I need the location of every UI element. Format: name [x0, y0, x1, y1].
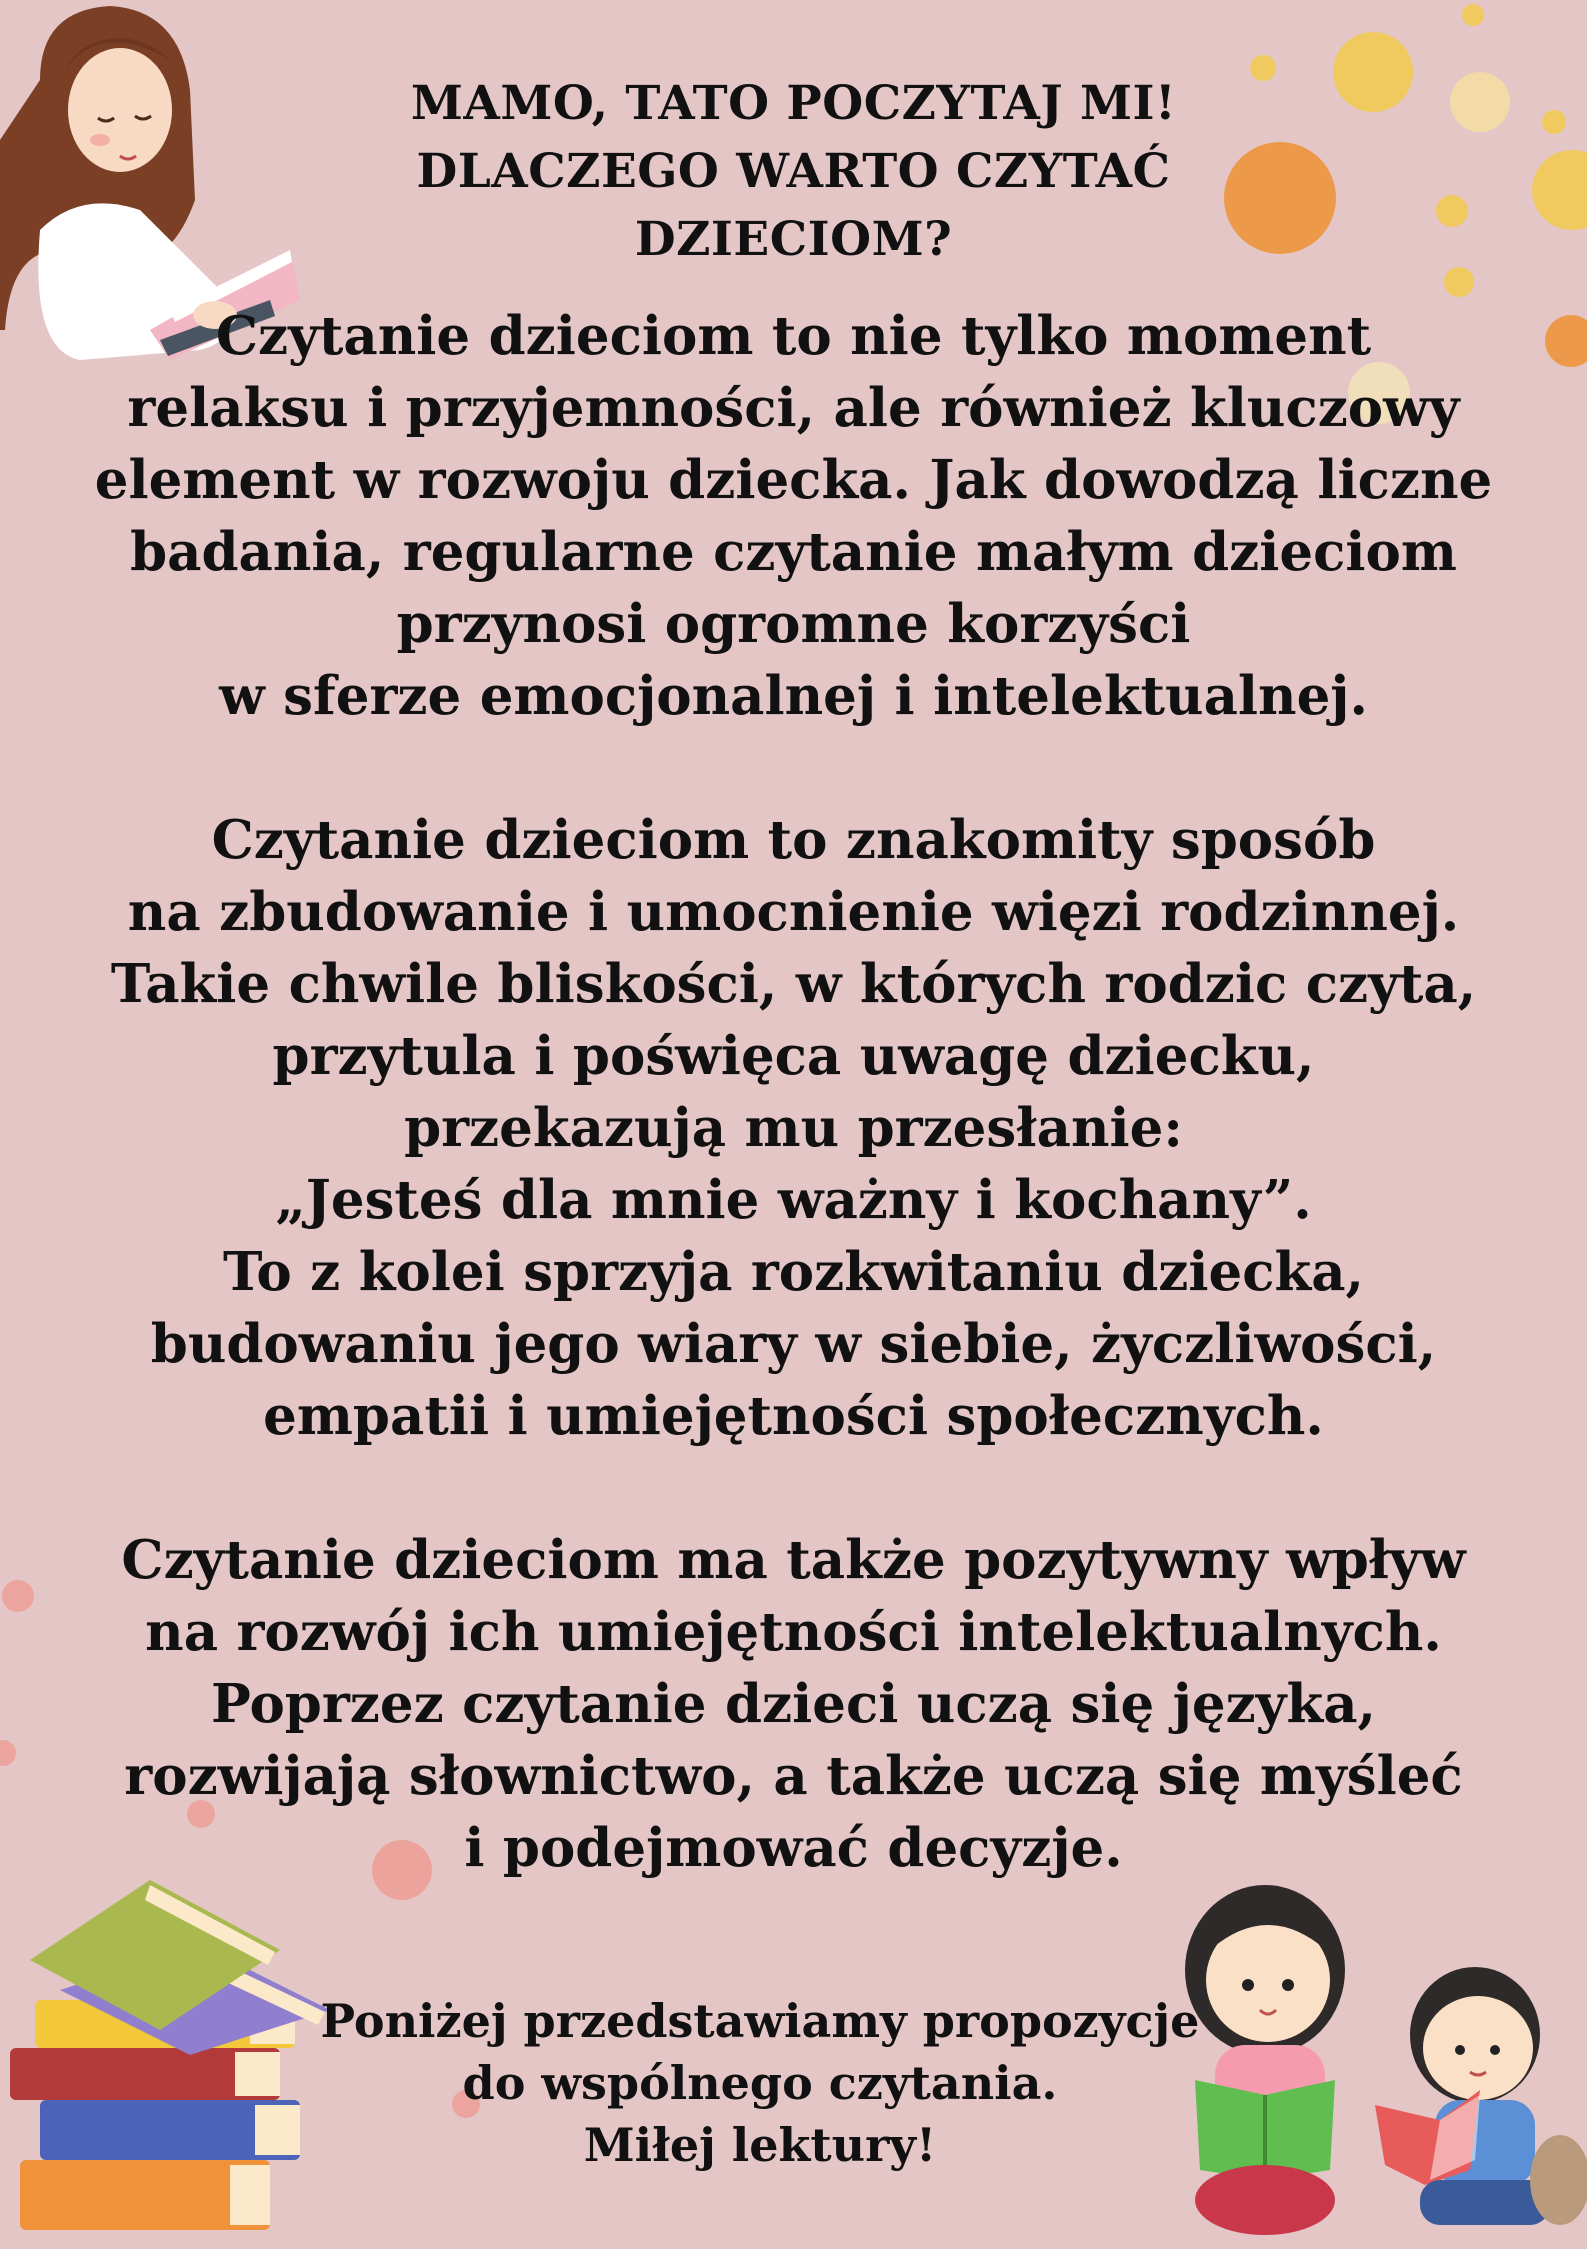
- text-line: Czytanie dzieciom to nie tylko moment: [215, 305, 1372, 367]
- text-line: element w rozwoju dziecka. Jak dowodzą liczne: [94, 449, 1493, 511]
- text-line: Poprzez czytanie dzieci uczą się języka,: [211, 1673, 1376, 1735]
- page-title: [0, 70, 1587, 274]
- text-line: „Jesteś dla mnie ważny i kochany”.: [275, 1169, 1312, 1231]
- text-line: Czytanie dzieciom ma także pozytywny wpływ: [121, 1529, 1466, 1591]
- text-line: przekazują mu przesłanie:: [404, 1097, 1183, 1159]
- closing-note: [0, 1990, 1520, 2176]
- text-line: przynosi ogromne korzyści: [396, 593, 1191, 655]
- text-line: w sferze emocjonalnej i intelektualnej.: [219, 665, 1368, 727]
- text-line: relaksu i przyjemności, ale również kluczowy: [127, 377, 1460, 439]
- text-line: badania, regularne czytanie małym dzieciom: [130, 521, 1457, 583]
- text-line: budowaniu jego wiary w siebie, życzliwości,: [150, 1313, 1437, 1375]
- closing-line: do wspólnego czytania.: [462, 2056, 1058, 2110]
- title-line: DLACZEGO WARTO CZYTAĆ: [416, 144, 1171, 199]
- title-line: DZIECIOM?: [634, 212, 953, 267]
- paragraph-intro: [80, 300, 1507, 732]
- closing-line: Miłej lektury!: [583, 2118, 937, 2172]
- text-line: rozwijają słownictwo, a także uczą się myśleć: [124, 1745, 1463, 1807]
- article-body: [80, 300, 1507, 1884]
- closing-line: Poniżej przedstawiamy propozycje: [320, 1994, 1200, 2048]
- text-line: na rozwój ich umiejętności intelektualnych.: [145, 1601, 1442, 1663]
- text-line: przytula i poświęca uwagę dziecku,: [272, 1025, 1315, 1087]
- title-line: MAMO, TATO POCZYTAJ MI!: [410, 76, 1177, 131]
- text-line: na zbudowanie i umocnienie więzi rodzinnej.: [127, 881, 1460, 943]
- text-line: i podejmować decyzje.: [464, 1817, 1123, 1879]
- paragraph-intellectual: [80, 1524, 1507, 1884]
- text-line: To z kolei sprzyja rozkwitaniu dziecka,: [222, 1241, 1365, 1303]
- text-line: Takie chwile bliskości, w których rodzic czyta,: [110, 953, 1477, 1015]
- text-line: Czytanie dzieciom to znakomity sposób: [211, 809, 1376, 871]
- paragraph-family-bond: [80, 804, 1507, 1452]
- text-line: empatii i umiejętności społecznych.: [263, 1385, 1324, 1447]
